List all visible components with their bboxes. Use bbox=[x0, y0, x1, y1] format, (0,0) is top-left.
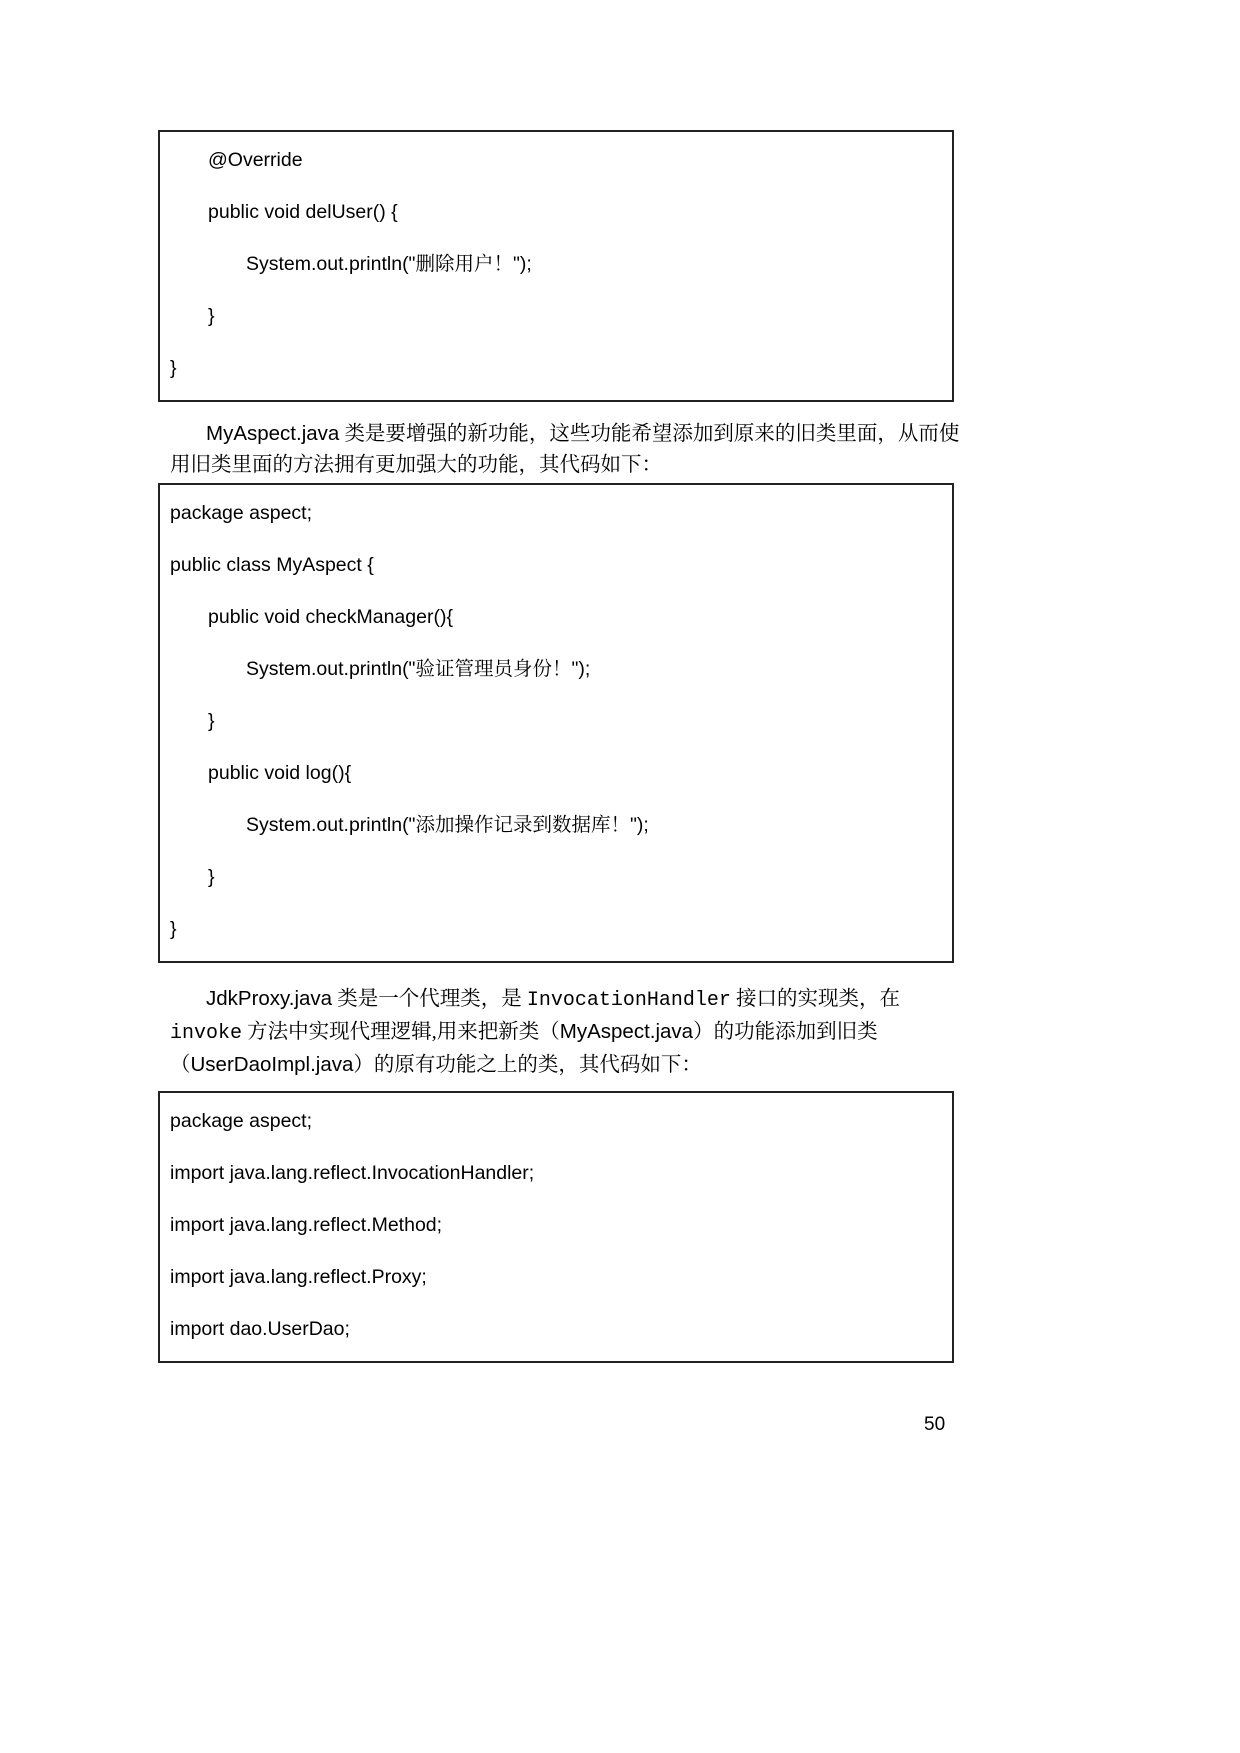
paragraph bbox=[170, 983, 950, 1081]
code-line: import java.lang.reflect.InvocationHandler; bbox=[170, 1162, 535, 1184]
code-block bbox=[158, 130, 954, 402]
paragraph-line bbox=[170, 1049, 950, 1081]
code-line: import dao.UserDao; bbox=[170, 1318, 350, 1340]
page-content bbox=[158, 130, 960, 1363]
body-text: 用旧类里面的方法拥有更加强大的功能，其代码如下： bbox=[170, 454, 662, 476]
body-text: ）的功能添加到旧类 bbox=[693, 1021, 878, 1043]
file-name-text: UserDaoImpl.java bbox=[190, 1053, 354, 1076]
body-text: 类是一个代理类，是 bbox=[332, 988, 527, 1010]
code-line: @Override bbox=[170, 149, 303, 171]
body-text: ）的原有功能之上的类，其代码如下： bbox=[353, 1054, 702, 1076]
code-line: import java.lang.reflect.Proxy; bbox=[170, 1266, 427, 1288]
code-line: System.out.println("添加操作记录到数据库！"); bbox=[170, 814, 649, 836]
paragraph-line bbox=[170, 418, 960, 450]
body-text: 方法中实现代理逻辑,用来把新类（ bbox=[242, 1021, 560, 1043]
code-line: System.out.println("删除用户！"); bbox=[170, 253, 532, 275]
paragraph bbox=[170, 418, 960, 481]
page-number: 50 bbox=[924, 1414, 946, 1435]
code-block bbox=[158, 483, 954, 963]
paragraph-line bbox=[170, 450, 950, 481]
code-line: package aspect; bbox=[170, 1110, 313, 1132]
code-line: import java.lang.reflect.Method; bbox=[170, 1214, 443, 1236]
code-line: package aspect; bbox=[170, 502, 313, 524]
code-line: } bbox=[170, 918, 177, 940]
code-line: public void log(){ bbox=[170, 762, 352, 784]
mono-code-text: InvocationHandler bbox=[526, 989, 731, 1012]
file-name-text: MyAspect.java bbox=[559, 1020, 694, 1043]
body-text: （ bbox=[170, 1054, 191, 1076]
code-line: } bbox=[170, 357, 177, 379]
paragraph-line bbox=[170, 983, 950, 1016]
code-line: public class MyAspect { bbox=[170, 554, 374, 576]
code-line: } bbox=[170, 305, 215, 327]
code-line: } bbox=[170, 710, 215, 732]
file-name-text: JdkProxy.java bbox=[206, 987, 333, 1010]
paragraph-line bbox=[170, 1016, 950, 1049]
body-text: 接口的实现类，在 bbox=[730, 988, 901, 1010]
body-text: 类是要增强的新功能，这些功能希望添加到原来的旧类里面，从而使 bbox=[339, 423, 960, 445]
code-line: System.out.println("验证管理员身份！"); bbox=[170, 658, 591, 680]
code-block bbox=[158, 1091, 954, 1363]
code-line: public void checkManager(){ bbox=[170, 606, 453, 628]
mono-code-text: invoke bbox=[170, 1022, 243, 1045]
code-line: } bbox=[170, 866, 215, 888]
code-line: public void delUser() { bbox=[170, 201, 398, 223]
file-name-text: MyAspect.java bbox=[206, 422, 340, 445]
